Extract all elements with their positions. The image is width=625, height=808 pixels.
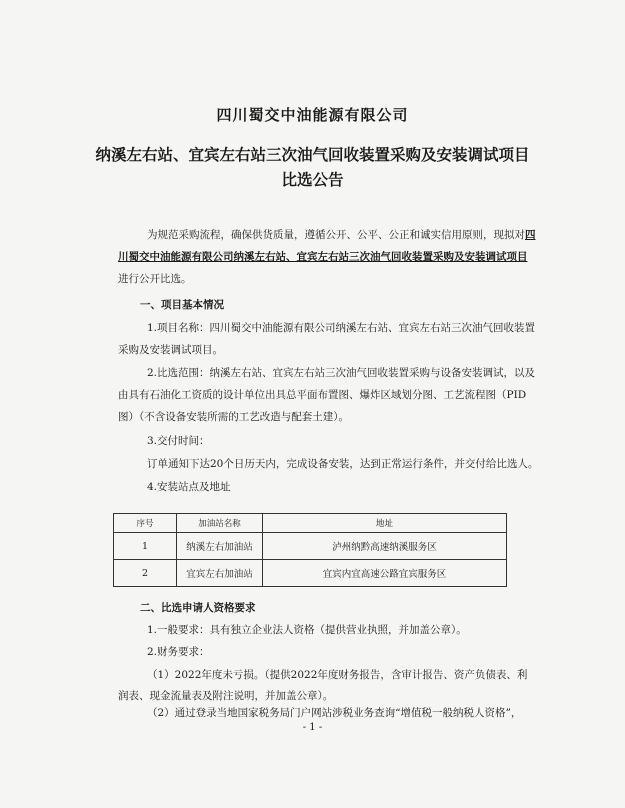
intro-text: 为规范采购流程，确保供货质量，遵循公开、公平、公正和诚实信用原则，现拟对 [147, 229, 525, 241]
cell-station-name: 宜宾左右加油站 [177, 560, 263, 587]
financial-requirement-heading: 2.财务要求： [147, 646, 210, 658]
table-row [114, 533, 507, 560]
section-1-heading: 一、项目基本情况 [140, 299, 224, 311]
section-2-heading: 二、比选申请人资格要求 [140, 602, 256, 614]
sites-heading: 4.安装站点及地址 [147, 481, 231, 493]
delivery-heading: 3.交付时间： [147, 435, 210, 447]
financial-req-2: （2）通过登录当地国家税务局门户网站涉税业务查询“增值税一般纳税人资格”， [147, 707, 522, 719]
cell-address: 宜宾内宜高速公路宜宾服务区 [263, 560, 507, 587]
cell-index: 2 [114, 560, 177, 587]
project-name-line1: 1.项目名称：四川蜀交中油能源有限公司纳溪左右站、宜宾左右站三次油气回收装置 [147, 322, 536, 334]
scope-line2: 由具有石油化工资质的设计单位出具总平面布置图、爆炸区域划分图、工艺流程图（PID [118, 389, 527, 401]
document-subtitle: 比选公告 [281, 170, 344, 189]
financial-req-1-line1: （1）2022年度未亏损。（提供2022年度财务报告，含审计报告、资产负债表、利 [147, 669, 528, 681]
intro-project-name-start: 四 [525, 229, 536, 241]
sites-table [113, 513, 507, 587]
table-row [114, 560, 507, 587]
project-name-line2: 采购及安装调试项目。 [118, 344, 223, 356]
cell-index: 1 [114, 533, 177, 560]
scope-line1: 2.比选范围：纳溪左右站、宜宾左右站三次油气回收装置采购与设备安装调试，以及 [147, 367, 536, 379]
cell-address: 泸州纳黔高速纳溪服务区 [263, 533, 507, 560]
intro-paragraph [147, 228, 536, 242]
document-title: 纳溪左右站、宜宾左右站三次油气回收装置采购及安装调试项目 [95, 145, 530, 164]
financial-req-1-line2: 润表、现金流量表及附注说明，并加盖公章）。 [118, 690, 334, 702]
intro-tail: 进行公开比选。 [118, 273, 192, 285]
delivery-text: 订单通知下达20个日历天内，完成设备安装，达到正常运行条件，并交付给比选人。 [147, 458, 539, 470]
intro-project-name: 川蜀交中油能源有限公司纳溪左右站、宜宾左右站三次油气回收装置采购及安装调试项目 [118, 251, 528, 263]
cell-station-name: 纳溪左右加油站 [177, 533, 263, 560]
general-requirement: 1.一般要求：具有独立企业法人资格（提供营业执照，并加盖公章）。 [147, 624, 467, 636]
scope-line3: 图）（不含设备安装所需的工艺改造与配套土建）。 [118, 411, 349, 423]
header-index: 序号 [114, 514, 177, 533]
company-name: 四川蜀交中油能源有限公司 [216, 106, 409, 124]
table-header-row [114, 514, 507, 533]
header-address: 地址 [263, 514, 507, 533]
header-station-name: 加油站名称 [177, 514, 263, 533]
page-number: - 1 - [302, 722, 323, 733]
